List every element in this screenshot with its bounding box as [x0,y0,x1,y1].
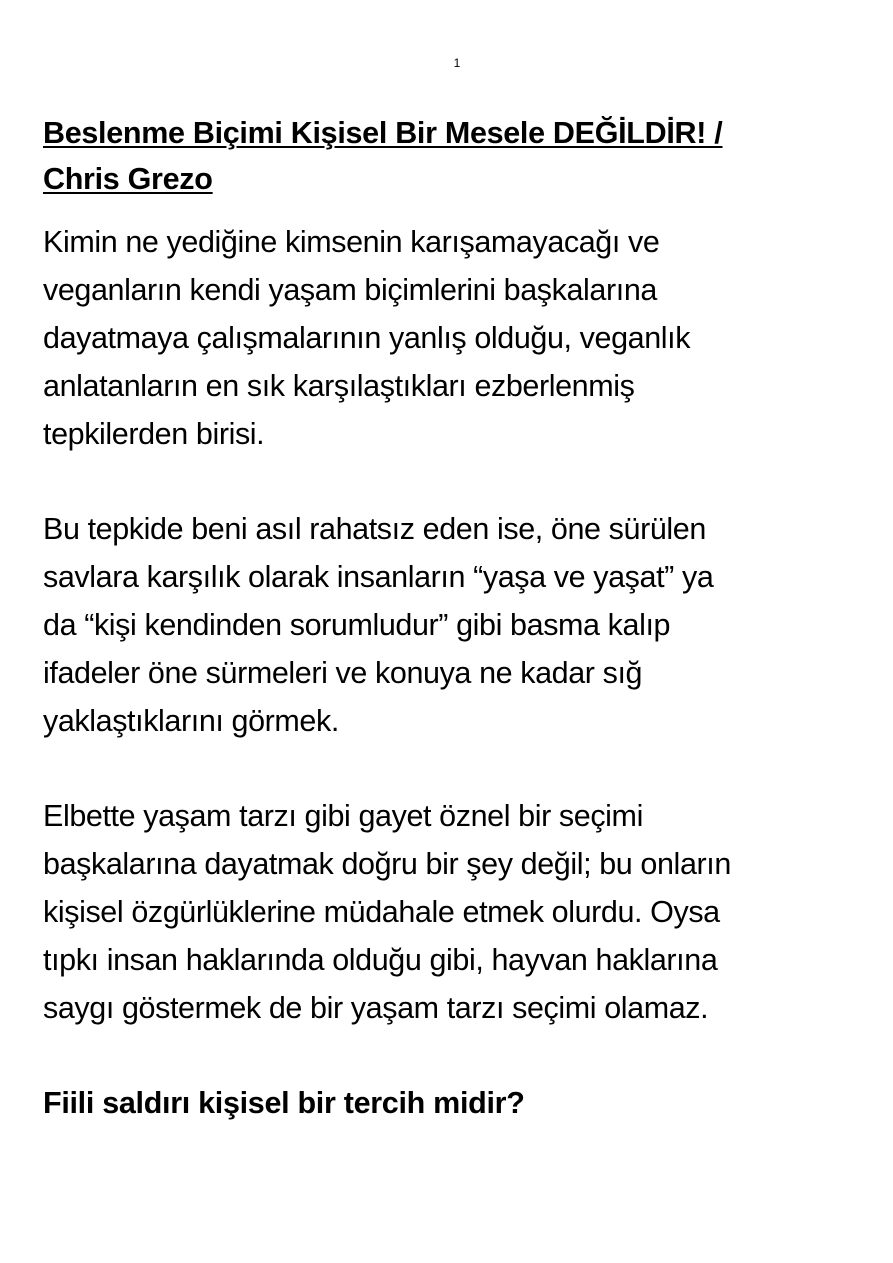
text-line: veganların kendi yaşam biçimlerini başkalarına [43,273,657,307]
text-line: Elbette yaşam tarzı gibi gayet öznel bir seçimi [43,799,643,833]
text-line: kişisel özgürlüklerine müdahale etmek olurdu. Oysa [43,895,720,929]
text-line: ifadeler öne sürmeleri ve konuya ne kadar sığ [43,656,643,690]
paragraph-3 [43,792,883,1032]
text-line: saygı göstermek de bir yaşam tarzı seçimi olamaz. [43,991,709,1025]
text-line: tepkilerden birisi. [43,417,265,451]
section-subheading: Fiili saldırı kişisel bir tercih midir? [43,1086,525,1120]
text-line: başkalarına dayatmak doğru bir şey değil; bu onların [43,847,731,881]
text-line: Bu tepkide beni asıl rahatsız eden ise, öne sürülen [43,512,706,546]
paragraph-2 [43,505,883,745]
text-line: dayatmaya çalışmalarının yanlış olduğu, veganlık [43,321,691,355]
text-line: yaklaştıklarını görmek. [43,704,339,738]
text-line: da “kişi kendinden sorumludur” gibi basma kalıp [43,608,671,642]
article-title-line: Beslenme Biçimi Kişisel Bir Mesele DEĞİLDİR! / [43,116,723,150]
paragraph-1 [43,218,883,458]
page-number: 1 [453,56,461,70]
text-line: Kimin ne yediğine kimsenin karışamayacağı ve [43,225,660,259]
article-title [43,110,883,202]
text-line: savlara karşılık olarak insanların “yaşa ve yaşat” ya [43,560,714,594]
article-title-line: Chris Grezo [43,162,213,196]
article-body [43,110,883,1127]
text-line: anlatanların en sık karşılaştıkları ezberlenmiş [43,369,635,403]
text-line: tıpkı insan haklarında olduğu gibi, hayvan haklarına [43,943,718,977]
